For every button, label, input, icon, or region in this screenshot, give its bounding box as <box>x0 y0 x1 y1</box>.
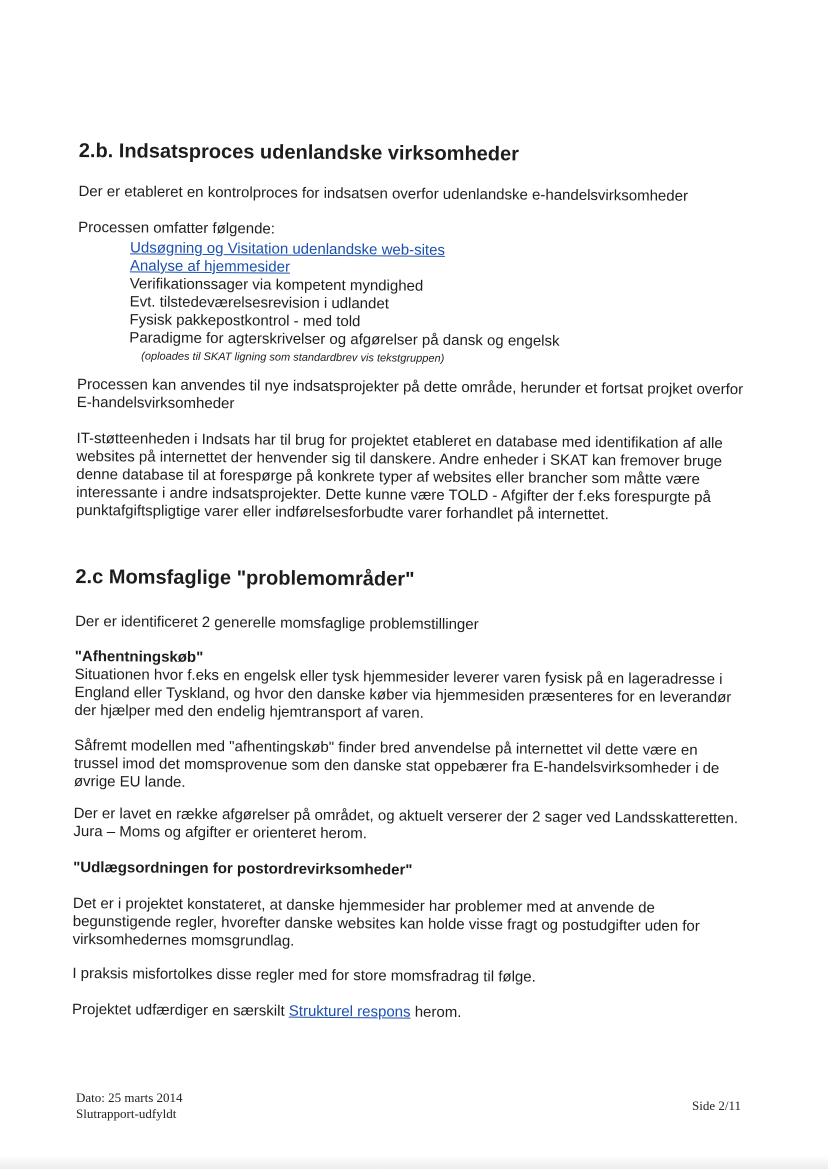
udlaegsordning-title: "Udlægsordningen for postordrevirksomheder" <box>73 858 413 879</box>
footer-document: Slutrapport-udfyldt <box>76 1106 177 1121</box>
footer-page-number: Side 2/11 <box>692 1098 741 1113</box>
section-c-intro: Der er identificeret 2 generelle momsfaglige problemstillinger <box>75 612 479 634</box>
strukturel-prefix: Projektet udfærdiger en særskilt <box>72 1000 289 1020</box>
section-b-heading: 2.b. Indsatsproces udenlandske virksomheder <box>78 139 520 166</box>
strukturel-suffix: herom. <box>410 1003 462 1022</box>
list-note: (oploades til SKAT ligning som standardbrev vis tekstgruppen) <box>141 350 445 365</box>
scan-edge-shadow <box>0 1155 828 1169</box>
footer-date: Dato: 25 marts 2014 <box>76 1090 183 1105</box>
list-item: Fysisk pakkepostkontrol - med told <box>129 311 361 331</box>
list-intro: Processen omfatter følgende: <box>78 218 276 238</box>
link-udsogning[interactable]: Udsøgning og Visitation udenlandske web-sites <box>129 239 446 259</box>
section-b-para-1: Processen kan anvendes til nye indsatsprojekter på dette område, herunder et fortsat projket overfor E-handelsvirksomheder <box>76 375 744 413</box>
section-b-intro: Der er etableret en kontrolproces for indsatsen overfor udenlandske e-handelsvirksomheder <box>78 182 689 205</box>
section-c-heading: 2.c Momsfaglige "problemområder" <box>75 565 415 591</box>
udlaegsordning-text: Det er i projektet konstateret, at danske hjemmesider har problemer med at anvende de begunstigende regler, hvorefter danske websites kan holde visse fragt og postudgifter uden for virksomhedernes momsgrundlag. <box>72 894 700 950</box>
list-item: Evt. tilstedeværelsesrevision i udlandet <box>129 293 389 313</box>
udlaegsordning-para-2: I praksis misfortolkes disse regler med for store momsfradrag til følge. <box>72 964 536 986</box>
afhentningskob-para-3: Der er lavet en række afgørelser på området, og aktuelt verserer der 2 sager ved Landsskatteretten. Jura – Moms og afgifter er orienteret herom. <box>73 804 739 843</box>
afhentningskob-para-2: Såfremt modellen med "afhentingskøb" finder bred anvendelse på internettet vil dette være en trussel imod det momsprovenue som den danske stat oppebærer fra E-handelsvirksomheder i de øvrige EU lande. <box>73 736 720 791</box>
strukturel-respons-link[interactable]: Strukturel respons <box>288 1002 411 1021</box>
section-b-para-2: IT-støtteenheden i Indsats har til brug for projektet etableret en database med identifikation af alle websites på internettet der henvender sig til danskere. Andre enheder i SKAT kan fremover bruge denne database til at forespørge på konkrete typer af websites eller brancher som måtte være interessante i andre indsatsprojekter. Dette kunne være TOLD - Afgifter der f.eks forespurgte på punktafgiftspligtige varer eller indførelsesforbudte varer forhandlet på internettet. <box>75 429 723 524</box>
list-item: Paradigme for agterskrivelser og afgørelser på dansk og engelsk <box>129 329 560 350</box>
footer-left <box>76 1090 183 1122</box>
afhentningskob-text: Situationen hvor f.eks en engelsk eller tysk hjemmesider leverer varen fysisk på en lageradresse i England eller Tyskland, og hvor den danske køber via hjemmesiden præsenteres for en leverandør der hjælper med den endelig hjemtransport af varen. <box>74 665 732 722</box>
page-content <box>72 0 750 1022</box>
udlaegsordning-para-3 <box>72 1001 742 1024</box>
afhentningskob-title: "Afhentningskøb" <box>74 647 204 666</box>
link-analyse[interactable]: Analyse af hjemmesider <box>129 257 291 276</box>
list-item: Verifikationssager via kompetent myndighed <box>129 275 424 295</box>
